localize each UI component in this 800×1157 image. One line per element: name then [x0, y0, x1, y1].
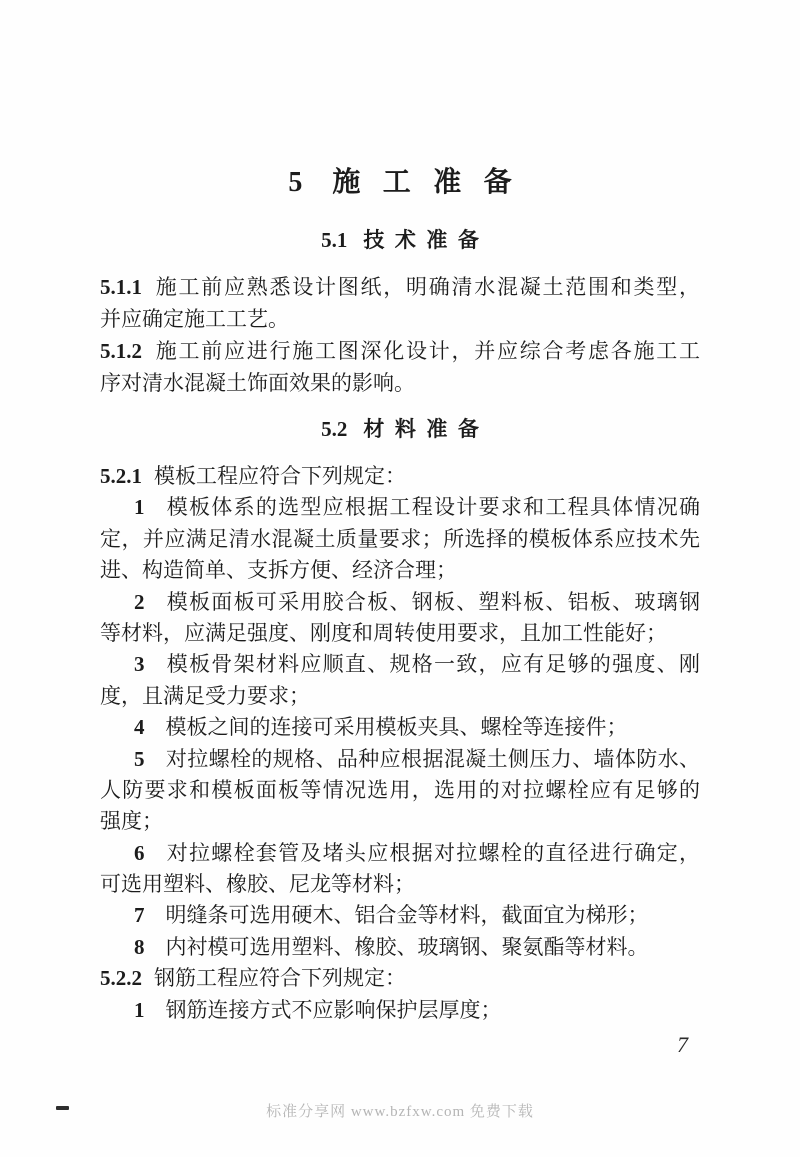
text-line	[100, 744, 700, 775]
line-text: 模板之间的连接可采用模板夹具、螺栓等连接件；	[165, 715, 628, 740]
line-text: 定，并应满足清水混凝土质量要求；所选择的模板体系应技术先	[100, 526, 700, 551]
line-text: 进、构造简单、支拆方便、经济合理；	[100, 558, 457, 583]
clause-number: 7	[134, 903, 145, 928]
line-text: 并应确定施工工艺。	[100, 307, 289, 331]
section-title-text: 材料准备	[363, 417, 490, 441]
clause-number: 8	[134, 934, 145, 959]
line-text: 模板体系的选型应根据工程设计要求和工程具体情况确	[165, 495, 700, 520]
clause-number: 1	[134, 495, 145, 520]
clause-number: 5.1.2	[100, 339, 142, 363]
clause-number: 5.2.1	[100, 464, 142, 488]
clause-number: 3	[134, 652, 145, 677]
section-number: 5.1	[321, 228, 348, 252]
text-line	[100, 524, 700, 555]
text-line	[100, 303, 700, 335]
text-line	[100, 681, 700, 712]
clause-number: 1	[134, 997, 145, 1022]
text-line	[100, 649, 700, 680]
line-text: 等材料，应满足强度、刚度和周转使用要求，且加工性能好；	[100, 620, 667, 645]
text-line	[100, 932, 700, 963]
line-text: 度，且满足受力要求；	[100, 683, 310, 708]
text-line	[100, 900, 700, 931]
clause-number: 5.2.2	[100, 966, 142, 991]
clause-number: 5	[134, 746, 145, 771]
text-line	[100, 492, 700, 523]
line-text: 模板工程应符合下列规定：	[154, 464, 406, 488]
line-text: 明缝条可选用硬木、铝合金等材料，截面宜为梯形；	[165, 903, 649, 928]
line-text: 模板骨架材料应顺直、规格一致，应有足够的强度、刚	[165, 652, 700, 677]
line-text: 施工前应进行施工图深化设计，并应综合考虑各施工工	[154, 339, 700, 363]
text-line	[100, 838, 700, 869]
text-line	[100, 587, 700, 618]
line-text: 强度；	[100, 809, 163, 834]
watermark-text: 标准分享网 www.bzfxw.com 免费下载	[266, 1104, 534, 1120]
line-text: 对拉螺栓套管及堵头应根据对拉螺栓的直径进行确定，	[165, 840, 700, 865]
clause-number: 4	[134, 715, 145, 740]
text-line	[100, 618, 700, 649]
clause-number: 6	[134, 840, 145, 865]
line-text: 钢筋连接方式不应影响保护层厚度；	[165, 997, 502, 1022]
text-line	[100, 806, 700, 837]
line-text: 序对清水混凝土饰面效果的影响。	[100, 371, 415, 395]
text-line	[100, 461, 700, 492]
chapter-title	[0, 160, 800, 200]
scan-dash-mark	[56, 1106, 69, 1110]
text-line	[100, 367, 700, 399]
text-line	[100, 963, 700, 994]
clause-number: 2	[134, 589, 145, 614]
clause-number: 5.1.1	[100, 275, 142, 299]
text-line	[100, 555, 700, 586]
section-heading-material-preparation	[0, 413, 800, 443]
chapter-number: 5	[288, 167, 303, 198]
line-text: 可选用塑料、橡胶、尼龙等材料；	[100, 872, 415, 897]
text-line	[100, 271, 700, 303]
section2-body	[100, 461, 700, 1026]
section1-body	[100, 271, 700, 399]
section-heading-technical-preparation	[0, 224, 800, 254]
text-line	[100, 712, 700, 743]
line-text: 人防要求和模板面板等情况选用，选用的对拉螺栓应有足够的	[100, 777, 700, 802]
line-text: 内衬模可选用塑料、橡胶、玻璃钢、聚氨酯等材料。	[165, 934, 649, 959]
text-line	[100, 995, 700, 1026]
line-text: 对拉螺栓的规格、品种应根据混凝土侧压力、墙体防水、	[165, 746, 700, 771]
text-line	[100, 775, 700, 806]
line-text: 钢筋工程应符合下列规定：	[154, 966, 406, 991]
section-title-text: 技术准备	[363, 228, 490, 252]
line-text: 施工前应熟悉设计图纸，明确清水混凝土范围和类型，	[154, 275, 700, 299]
page-number: 7	[677, 1032, 688, 1057]
text-line	[100, 335, 700, 367]
line-text: 模板面板可采用胶合板、钢板、塑料板、铝板、玻璃钢	[165, 589, 700, 614]
section-number: 5.2	[321, 417, 348, 441]
chapter-title-text: 施工准备	[332, 167, 534, 198]
text-line	[100, 869, 700, 900]
